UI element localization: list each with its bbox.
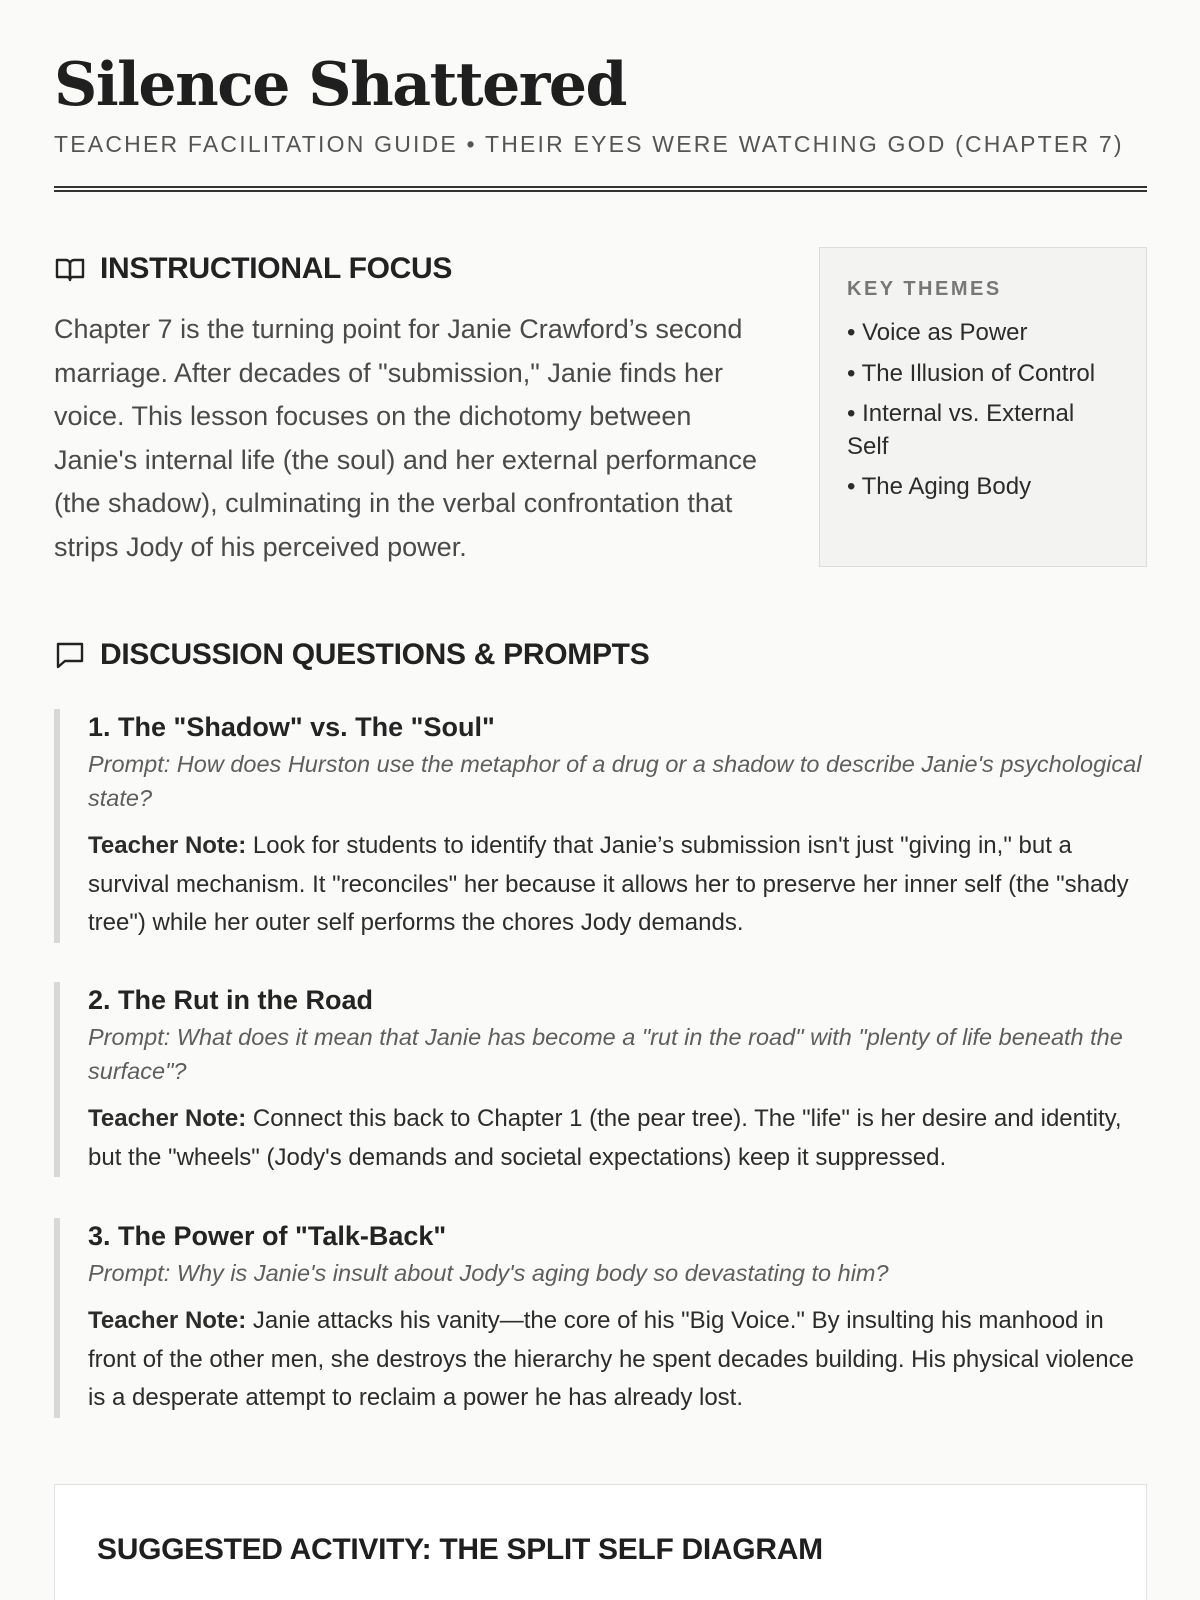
question-title: 3. The Power of "Talk-Back" xyxy=(88,1221,447,1251)
suggested-activity-card xyxy=(54,1484,1147,1600)
page-subtitle: TEACHER FACILITATION GUIDE • THEIR EYES WERE WATCHING GOD (CHAPTER 7) xyxy=(54,131,1124,157)
teacher-note-label: Teacher Note: xyxy=(88,1105,247,1132)
question-prompt: Prompt: Why is Janie's insult about Jody's aging body so devastating to him? xyxy=(88,1260,889,1286)
question-title: 2. The Rut in the Road xyxy=(88,985,374,1015)
teacher-guide-page xyxy=(54,0,1147,1600)
instructional-focus-title: INSTRUCTIONAL FOCUS xyxy=(100,252,453,285)
teacher-note-text: Look for students to identify that Janie’s submission isn't just "giving in," but a survival mechanism. It "reconciles" her because it allows her to preserve her inner self (the "shady tree") while her outer self performs the chores Jody demands. xyxy=(88,832,1129,936)
teacher-note xyxy=(88,1302,1147,1418)
page-title: Silence Shattered xyxy=(54,50,626,120)
instructional-focus-heading xyxy=(54,252,452,286)
key-themes-label: KEY THEMES xyxy=(847,278,1002,300)
instructional-focus-text: Chapter 7 is the turning point for Janie Crawford’s second marriage. After decades of "submission," Janie finds her voice. This lesson focuses on the dichotomy between Janie's internal life (the soul) and her external performance (the shadow), culminating in the verbal confrontation that strips Jody of his perceived power. xyxy=(54,314,758,562)
teacher-note-label: Teacher Note: xyxy=(88,1307,247,1334)
book-open-icon xyxy=(54,253,86,285)
teacher-note-label: Teacher Note: xyxy=(88,832,247,859)
discussion-title: DISCUSSION QUESTIONS & PROMPTS xyxy=(100,638,650,671)
teacher-note-text: Connect this back to Chapter 1 (the pear tree). The "life" is her desire and identity, but the "wheels" (Jody's demands and societal expectations) keep it suppressed. xyxy=(88,1105,1122,1171)
discussion-question xyxy=(54,1218,1147,1418)
question-prompt: Prompt: What does it mean that Janie has become a "rut in the road" with "plenty of life beneath the surface"? xyxy=(88,1024,1123,1084)
teacher-note-text: Janie attacks his vanity—the core of his "Big Voice." By insulting his manhood in front of the other men, she destroys the hierarchy he spent decades building. His physical violence is a desperate attempt to reclaim a power he has already lost. xyxy=(88,1307,1134,1411)
speech-bubble-icon xyxy=(54,639,86,671)
question-title: 1. The "Shadow" vs. The "Soul" xyxy=(88,712,495,742)
question-prompt: Prompt: How does Hurston use the metaphor of a drug or a shadow to describe Janie's psychological state? xyxy=(88,751,1142,811)
discussion-question xyxy=(54,709,1147,943)
teacher-note xyxy=(88,1100,1147,1177)
theme-item: • Internal vs. External Self xyxy=(847,400,1075,460)
discussion-heading xyxy=(54,638,649,672)
theme-item: • The Aging Body xyxy=(847,473,1032,500)
header-divider xyxy=(54,186,1147,192)
teacher-note xyxy=(88,827,1147,943)
key-themes-box xyxy=(819,247,1147,567)
key-themes-list xyxy=(847,317,1120,504)
discussion-question xyxy=(54,982,1147,1177)
theme-item: • Voice as Power xyxy=(847,319,1028,346)
suggested-activity-title: SUGGESTED ACTIVITY: THE SPLIT SELF DIAGRAM xyxy=(97,1533,823,1566)
theme-item: • The Illusion of Control xyxy=(847,359,1096,387)
